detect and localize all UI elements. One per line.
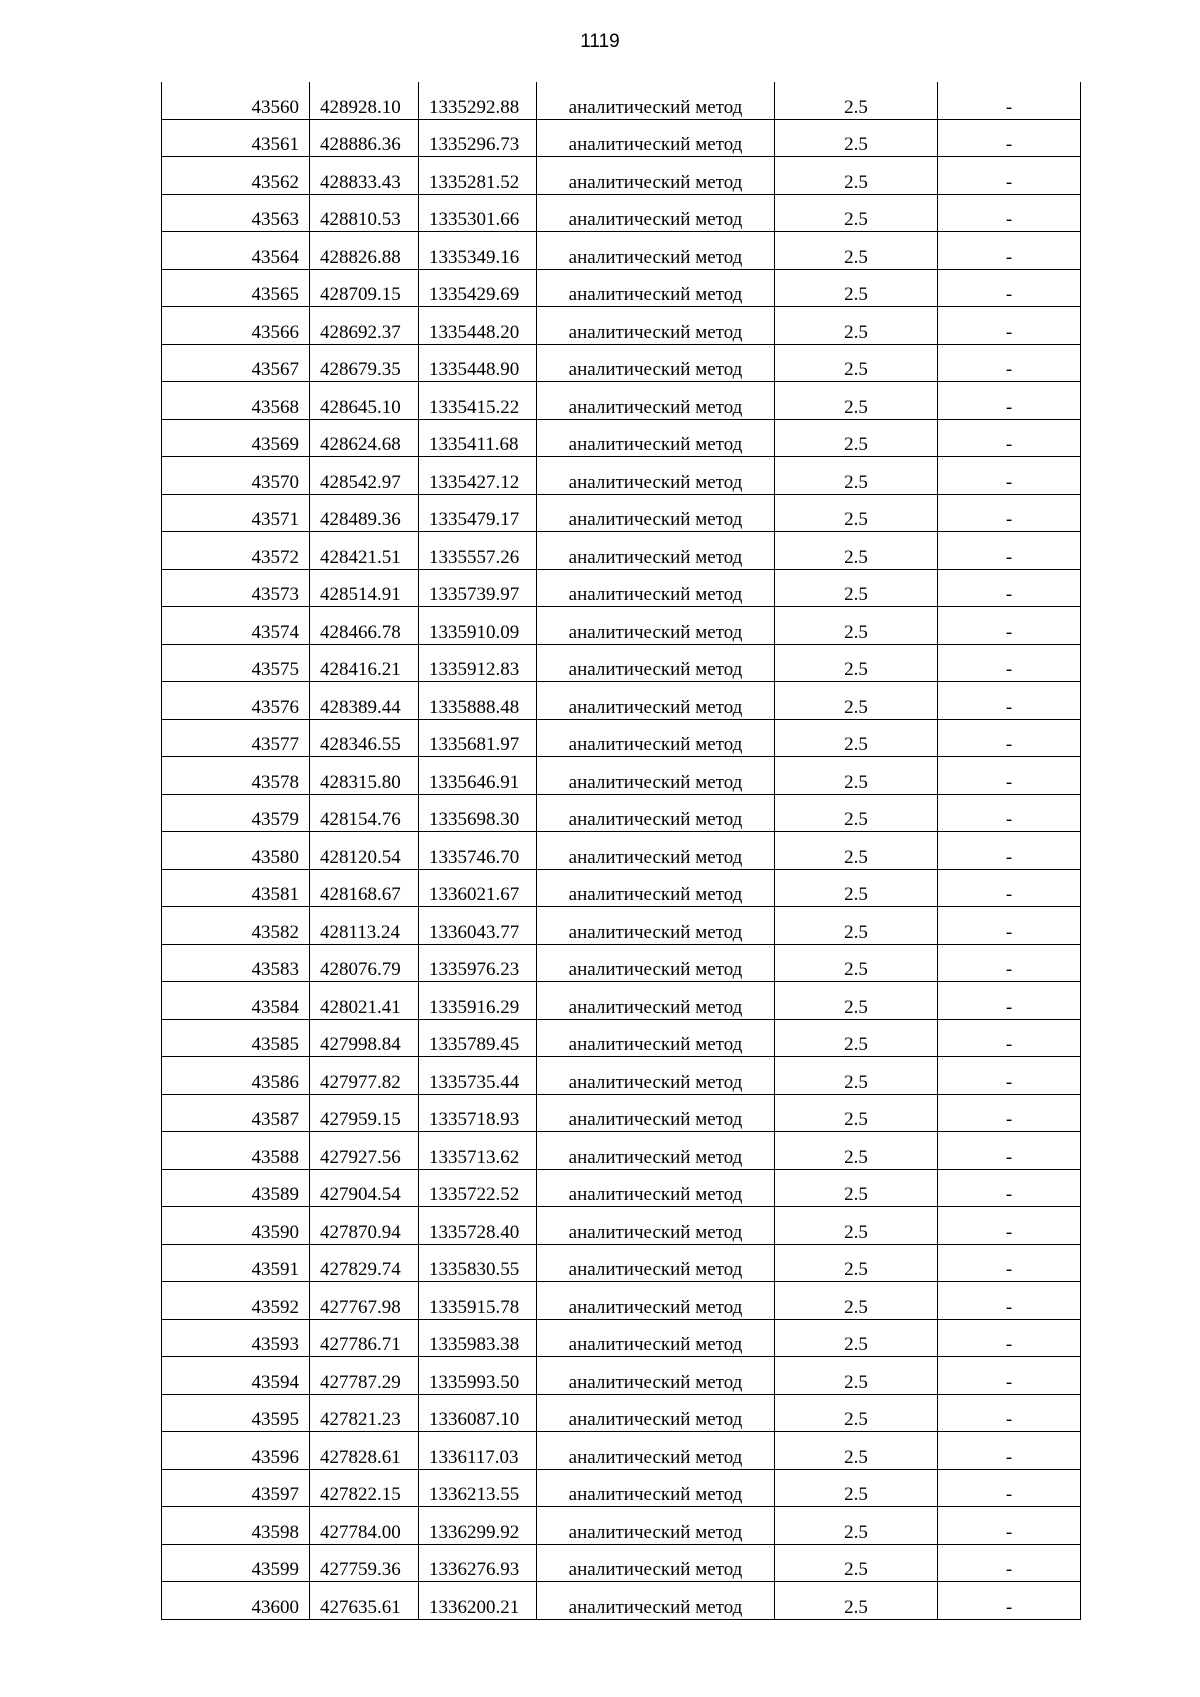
x-coordinate-cell: 428421.51 [310,532,419,570]
method-cell: аналитический метод [537,757,775,795]
point-number-cell: 43585 [162,1019,310,1057]
accuracy-cell: 2.5 [775,794,938,832]
table-row [162,1244,1081,1282]
x-coordinate-cell: 428076.79 [310,944,419,982]
y-coordinate-cell: 1335718.93 [419,1094,537,1132]
note-cell: - [938,794,1081,832]
x-coordinate-cell: 428624.68 [310,419,419,457]
note-cell: - [938,1019,1081,1057]
method-cell: аналитический метод [537,982,775,1020]
method-cell: аналитический метод [537,1057,775,1095]
accuracy-cell: 2.5 [775,419,938,457]
point-number-cell: 43598 [162,1507,310,1545]
note-cell: - [938,1244,1081,1282]
point-number-cell: 43589 [162,1169,310,1207]
method-cell: аналитический метод [537,82,775,119]
y-coordinate-cell: 1335983.38 [419,1319,537,1357]
method-cell: аналитический метод [537,1244,775,1282]
accuracy-cell: 2.5 [775,1582,938,1620]
x-coordinate-cell: 428154.76 [310,794,419,832]
note-cell: - [938,682,1081,720]
method-cell: аналитический метод [537,1019,775,1057]
table-row [162,1469,1081,1507]
method-cell: аналитический метод [537,682,775,720]
table-row [162,757,1081,795]
note-cell: - [938,82,1081,119]
accuracy-cell: 2.5 [775,269,938,307]
y-coordinate-cell: 1335789.45 [419,1019,537,1057]
y-coordinate-cell: 1335830.55 [419,1244,537,1282]
x-coordinate-cell: 427784.00 [310,1507,419,1545]
accuracy-cell: 2.5 [775,307,938,345]
y-coordinate-cell: 1335429.69 [419,269,537,307]
y-coordinate-cell: 1335281.52 [419,157,537,195]
note-cell: - [938,157,1081,195]
y-coordinate-cell: 1335349.16 [419,232,537,270]
y-coordinate-cell: 1336043.77 [419,907,537,945]
table-row [162,682,1081,720]
x-coordinate-cell: 427904.54 [310,1169,419,1207]
x-coordinate-cell: 428021.41 [310,982,419,1020]
accuracy-cell: 2.5 [775,1432,938,1470]
point-number-cell: 43581 [162,869,310,907]
note-cell: - [938,907,1081,945]
accuracy-cell: 2.5 [775,1544,938,1582]
note-cell: - [938,1357,1081,1395]
page-number: 1119 [580,31,620,52]
accuracy-cell: 2.5 [775,1244,938,1282]
point-number-cell: 43568 [162,382,310,420]
x-coordinate-cell: 428645.10 [310,382,419,420]
point-number-cell: 43579 [162,794,310,832]
x-coordinate-cell: 428679.35 [310,344,419,382]
x-coordinate-cell: 427927.56 [310,1132,419,1170]
x-coordinate-cell: 428692.37 [310,307,419,345]
accuracy-cell: 2.5 [775,1132,938,1170]
point-number-cell: 43572 [162,532,310,570]
method-cell: аналитический метод [537,569,775,607]
note-cell: - [938,344,1081,382]
table-row [162,569,1081,607]
point-number-cell: 43588 [162,1132,310,1170]
point-number-cell: 43582 [162,907,310,945]
accuracy-cell: 2.5 [775,757,938,795]
point-number-cell: 43593 [162,1319,310,1357]
y-coordinate-cell: 1335557.26 [419,532,537,570]
note-cell: - [938,869,1081,907]
accuracy-cell: 2.5 [775,982,938,1020]
y-coordinate-cell: 1335912.83 [419,644,537,682]
point-number-cell: 43577 [162,719,310,757]
x-coordinate-cell: 428826.88 [310,232,419,270]
x-coordinate-cell: 427759.36 [310,1544,419,1582]
note-cell: - [938,419,1081,457]
point-number-cell: 43576 [162,682,310,720]
x-coordinate-cell: 428113.24 [310,907,419,945]
method-cell: аналитический метод [537,119,775,157]
method-cell: аналитический метод [537,1282,775,1320]
accuracy-cell: 2.5 [775,1319,938,1357]
method-cell: аналитический метод [537,382,775,420]
method-cell: аналитический метод [537,1132,775,1170]
x-coordinate-cell: 427977.82 [310,1057,419,1095]
table-row [162,1094,1081,1132]
table-row [162,82,1081,119]
method-cell: аналитический метод [537,1094,775,1132]
y-coordinate-cell: 1335292.88 [419,82,537,119]
table-row [162,982,1081,1020]
method-cell: аналитический метод [537,232,775,270]
table-row [162,1544,1081,1582]
note-cell: - [938,532,1081,570]
method-cell: аналитический метод [537,832,775,870]
method-cell: аналитический метод [537,532,775,570]
method-cell: аналитический метод [537,344,775,382]
accuracy-cell: 2.5 [775,1394,938,1432]
table-row [162,1169,1081,1207]
y-coordinate-cell: 1335296.73 [419,119,537,157]
y-coordinate-cell: 1335910.09 [419,607,537,645]
y-coordinate-cell: 1335888.48 [419,682,537,720]
note-cell: - [938,1319,1081,1357]
table-row [162,1207,1081,1245]
accuracy-cell: 2.5 [775,532,938,570]
method-cell: аналитический метод [537,1207,775,1245]
coordinate-table-body [162,82,1081,1619]
point-number-cell: 43571 [162,494,310,532]
point-number-cell: 43575 [162,644,310,682]
note-cell: - [938,1544,1081,1582]
accuracy-cell: 2.5 [775,944,938,982]
accuracy-cell: 2.5 [775,607,938,645]
table-row [162,607,1081,645]
method-cell: аналитический метод [537,907,775,945]
note-cell: - [938,1057,1081,1095]
table-row [162,1132,1081,1170]
point-number-cell: 43565 [162,269,310,307]
method-cell: аналитический метод [537,944,775,982]
y-coordinate-cell: 1335739.97 [419,569,537,607]
accuracy-cell: 2.5 [775,1469,938,1507]
method-cell: аналитический метод [537,1544,775,1582]
method-cell: аналитический метод [537,194,775,232]
table-row [162,644,1081,682]
point-number-cell: 43574 [162,607,310,645]
method-cell: аналитический метод [537,457,775,495]
accuracy-cell: 2.5 [775,907,938,945]
point-number-cell: 43573 [162,569,310,607]
point-number-cell: 43562 [162,157,310,195]
note-cell: - [938,569,1081,607]
method-cell: аналитический метод [537,794,775,832]
accuracy-cell: 2.5 [775,232,938,270]
accuracy-cell: 2.5 [775,719,938,757]
y-coordinate-cell: 1335713.62 [419,1132,537,1170]
note-cell: - [938,307,1081,345]
accuracy-cell: 2.5 [775,194,938,232]
note-cell: - [938,1132,1081,1170]
table-row [162,382,1081,420]
x-coordinate-cell: 428466.78 [310,607,419,645]
point-number-cell: 43578 [162,757,310,795]
point-number-cell: 43580 [162,832,310,870]
y-coordinate-cell: 1335681.97 [419,719,537,757]
note-cell: - [938,232,1081,270]
method-cell: аналитический метод [537,307,775,345]
method-cell: аналитический метод [537,1507,775,1545]
method-cell: аналитический метод [537,419,775,457]
point-number-cell: 43567 [162,344,310,382]
y-coordinate-cell: 1335976.23 [419,944,537,982]
x-coordinate-cell: 427635.61 [310,1582,419,1620]
table-row [162,157,1081,195]
x-coordinate-cell: 428416.21 [310,644,419,682]
point-number-cell: 43563 [162,194,310,232]
y-coordinate-cell: 1336117.03 [419,1432,537,1470]
accuracy-cell: 2.5 [775,1169,938,1207]
accuracy-cell: 2.5 [775,494,938,532]
table-row [162,907,1081,945]
accuracy-cell: 2.5 [775,157,938,195]
note-cell: - [938,119,1081,157]
point-number-cell: 43600 [162,1582,310,1620]
table-row [162,532,1081,570]
x-coordinate-cell: 427828.61 [310,1432,419,1470]
note-cell: - [938,494,1081,532]
y-coordinate-cell: 1336276.93 [419,1544,537,1582]
y-coordinate-cell: 1335993.50 [419,1357,537,1395]
method-cell: аналитический метод [537,157,775,195]
accuracy-cell: 2.5 [775,832,938,870]
y-coordinate-cell: 1335916.29 [419,982,537,1020]
table-row [162,1319,1081,1357]
note-cell: - [938,607,1081,645]
x-coordinate-cell: 427787.29 [310,1357,419,1395]
note-cell: - [938,982,1081,1020]
accuracy-cell: 2.5 [775,382,938,420]
x-coordinate-cell: 428886.36 [310,119,419,157]
note-cell: - [938,944,1081,982]
note-cell: - [938,644,1081,682]
accuracy-cell: 2.5 [775,682,938,720]
method-cell: аналитический метод [537,644,775,682]
x-coordinate-cell: 427959.15 [310,1094,419,1132]
point-number-cell: 43592 [162,1282,310,1320]
x-coordinate-cell: 427829.74 [310,1244,419,1282]
y-coordinate-cell: 1335722.52 [419,1169,537,1207]
y-coordinate-cell: 1336299.92 [419,1507,537,1545]
note-cell: - [938,1582,1081,1620]
y-coordinate-cell: 1335698.30 [419,794,537,832]
point-number-cell: 43586 [162,1057,310,1095]
x-coordinate-cell: 427821.23 [310,1394,419,1432]
point-number-cell: 43584 [162,982,310,1020]
table-row [162,307,1081,345]
method-cell: аналитический метод [537,1169,775,1207]
point-number-cell: 43564 [162,232,310,270]
table-row [162,1507,1081,1545]
table-row [162,119,1081,157]
y-coordinate-cell: 1335411.68 [419,419,537,457]
method-cell: аналитический метод [537,1432,775,1470]
table-row [162,494,1081,532]
x-coordinate-cell: 428389.44 [310,682,419,720]
point-number-cell: 43596 [162,1432,310,1470]
y-coordinate-cell: 1335301.66 [419,194,537,232]
table-row [162,1582,1081,1620]
y-coordinate-cell: 1335415.22 [419,382,537,420]
table-row [162,869,1081,907]
y-coordinate-cell: 1335646.91 [419,757,537,795]
accuracy-cell: 2.5 [775,1057,938,1095]
accuracy-cell: 2.5 [775,1507,938,1545]
x-coordinate-cell: 428542.97 [310,457,419,495]
x-coordinate-cell: 428810.53 [310,194,419,232]
method-cell: аналитический метод [537,494,775,532]
method-cell: аналитический метод [537,1319,775,1357]
method-cell: аналитический метод [537,1582,775,1620]
accuracy-cell: 2.5 [775,1357,938,1395]
y-coordinate-cell: 1336200.21 [419,1582,537,1620]
accuracy-cell: 2.5 [775,119,938,157]
x-coordinate-cell: 428168.67 [310,869,419,907]
note-cell: - [938,832,1081,870]
accuracy-cell: 2.5 [775,869,938,907]
x-coordinate-cell: 427998.84 [310,1019,419,1057]
method-cell: аналитический метод [537,1469,775,1507]
point-number-cell: 43561 [162,119,310,157]
point-number-cell: 43570 [162,457,310,495]
accuracy-cell: 2.5 [775,569,938,607]
accuracy-cell: 2.5 [775,1094,938,1132]
note-cell: - [938,1507,1081,1545]
table-row [162,1019,1081,1057]
x-coordinate-cell: 427786.71 [310,1319,419,1357]
x-coordinate-cell: 428489.36 [310,494,419,532]
point-number-cell: 43583 [162,944,310,982]
point-number-cell: 43594 [162,1357,310,1395]
table-row [162,344,1081,382]
x-coordinate-cell: 427767.98 [310,1282,419,1320]
note-cell: - [938,1394,1081,1432]
x-coordinate-cell: 427870.94 [310,1207,419,1245]
method-cell: аналитический метод [537,607,775,645]
note-cell: - [938,1094,1081,1132]
table-row [162,944,1081,982]
point-number-cell: 43566 [162,307,310,345]
x-coordinate-cell: 428346.55 [310,719,419,757]
accuracy-cell: 2.5 [775,457,938,495]
note-cell: - [938,269,1081,307]
table-row [162,832,1081,870]
table-row [162,457,1081,495]
x-coordinate-cell: 428709.15 [310,269,419,307]
note-cell: - [938,719,1081,757]
table-row [162,269,1081,307]
point-number-cell: 43591 [162,1244,310,1282]
note-cell: - [938,1432,1081,1470]
method-cell: аналитический метод [537,869,775,907]
note-cell: - [938,1282,1081,1320]
note-cell: - [938,1207,1081,1245]
point-number-cell: 43569 [162,419,310,457]
table-row [162,1394,1081,1432]
method-cell: аналитический метод [537,1394,775,1432]
coordinate-table [161,82,1081,1620]
method-cell: аналитический метод [537,269,775,307]
point-number-cell: 43560 [162,82,310,119]
point-number-cell: 43597 [162,1469,310,1507]
x-coordinate-cell: 428120.54 [310,832,419,870]
accuracy-cell: 2.5 [775,344,938,382]
y-coordinate-cell: 1335427.12 [419,457,537,495]
y-coordinate-cell: 1335735.44 [419,1057,537,1095]
accuracy-cell: 2.5 [775,82,938,119]
note-cell: - [938,1469,1081,1507]
table-row [162,794,1081,832]
y-coordinate-cell: 1336087.10 [419,1394,537,1432]
x-coordinate-cell: 428928.10 [310,82,419,119]
y-coordinate-cell: 1335728.40 [419,1207,537,1245]
y-coordinate-cell: 1336021.67 [419,869,537,907]
point-number-cell: 43587 [162,1094,310,1132]
accuracy-cell: 2.5 [775,1207,938,1245]
y-coordinate-cell: 1335448.90 [419,344,537,382]
y-coordinate-cell: 1336213.55 [419,1469,537,1507]
table-row [162,1357,1081,1395]
table-row [162,194,1081,232]
point-number-cell: 43595 [162,1394,310,1432]
method-cell: аналитический метод [537,1357,775,1395]
note-cell: - [938,382,1081,420]
note-cell: - [938,757,1081,795]
y-coordinate-cell: 1335448.20 [419,307,537,345]
y-coordinate-cell: 1335479.17 [419,494,537,532]
note-cell: - [938,1169,1081,1207]
table-row [162,1057,1081,1095]
accuracy-cell: 2.5 [775,644,938,682]
note-cell: - [938,194,1081,232]
y-coordinate-cell: 1335746.70 [419,832,537,870]
y-coordinate-cell: 1335915.78 [419,1282,537,1320]
x-coordinate-cell: 428514.91 [310,569,419,607]
method-cell: аналитический метод [537,719,775,757]
table-row [162,232,1081,270]
point-number-cell: 43590 [162,1207,310,1245]
table-row [162,419,1081,457]
x-coordinate-cell: 428315.80 [310,757,419,795]
accuracy-cell: 2.5 [775,1282,938,1320]
table-row [162,1432,1081,1470]
x-coordinate-cell: 428833.43 [310,157,419,195]
x-coordinate-cell: 427822.15 [310,1469,419,1507]
point-number-cell: 43599 [162,1544,310,1582]
table-row [162,719,1081,757]
table-row [162,1282,1081,1320]
accuracy-cell: 2.5 [775,1019,938,1057]
note-cell: - [938,457,1081,495]
